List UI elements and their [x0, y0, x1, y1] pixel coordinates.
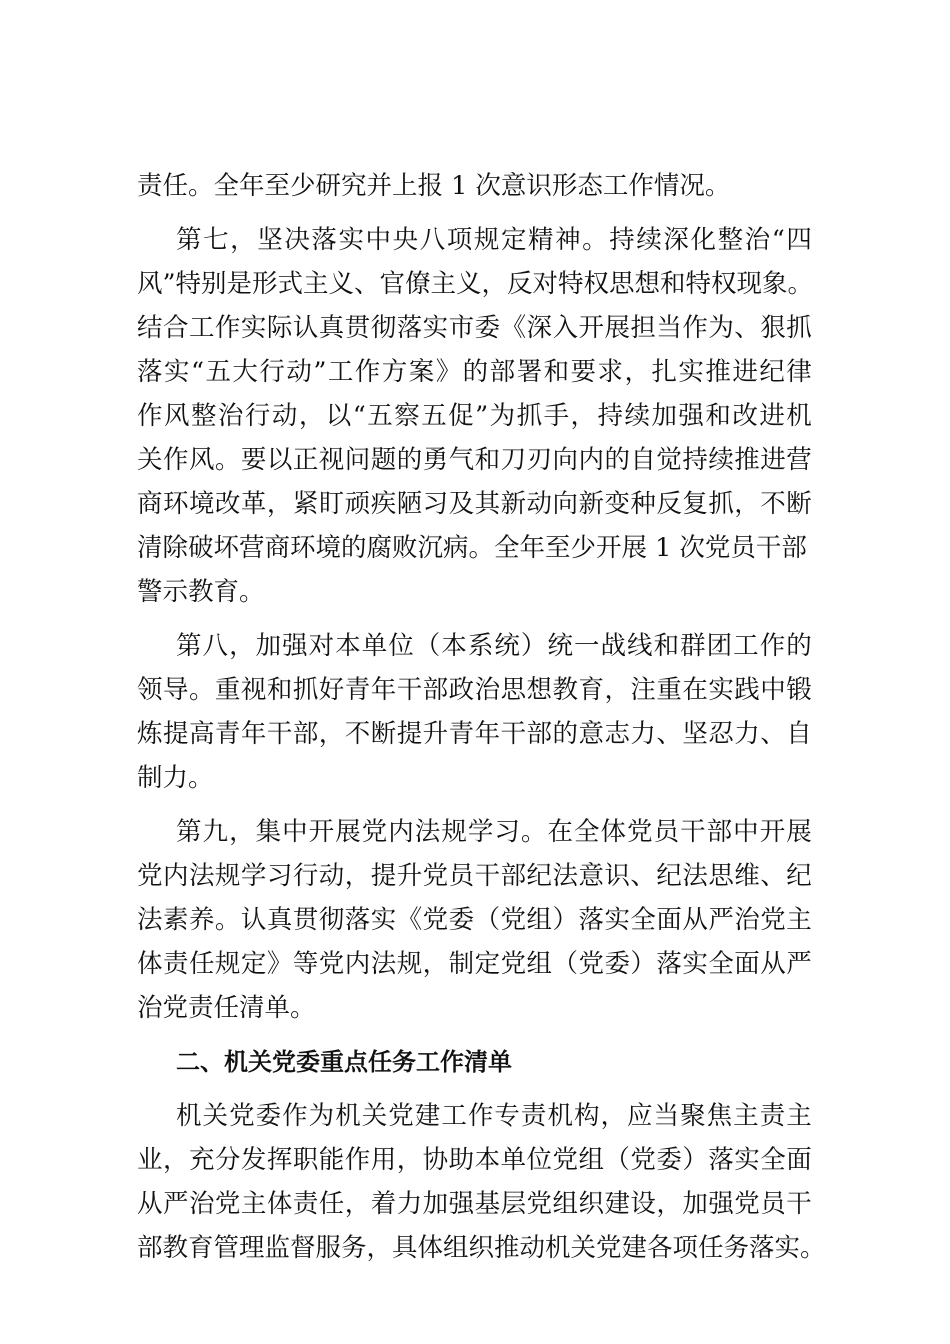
text-line [0, 756, 950, 800]
line-text: 作 风 整 治 行 动 ， 以 “ 五 察 五 促 ” 为 抓 手 ， 持 续 加 强 和 改 进 机 [137, 401, 812, 431]
text-line [0, 306, 950, 350]
text-line [0, 1138, 950, 1182]
text-line [0, 986, 950, 1030]
line-text: 落 实 “ 五 大 行 动 ” 工 作 方 案 》 的 部 署 和 要 求 ， 扎 实 推 进 纪 律 [137, 357, 812, 387]
section-heading-text: 二、机关党委重点任务工作清单 [176, 1048, 512, 1076]
line-text: 治党责任清单。 [137, 993, 316, 1023]
text-line [0, 712, 950, 756]
text-line [0, 570, 950, 614]
line-text: 警示教育。 [137, 577, 265, 607]
line-text: 关 作 风 。 要 以 正 视 问 题 的 勇 气 和 刀 刃 向 内 的 自 觉 持 续 推 进 营 [137, 445, 812, 475]
text-line [0, 526, 950, 570]
line-text: 炼 提 高 青 年 干 部 ， 不 断 提 升 青 年 干 部 的 意 志 力 、 坚 忍 力 、 自 [137, 719, 812, 749]
paragraph-first-line [0, 624, 950, 668]
text-line [0, 668, 950, 712]
text-line [0, 1226, 950, 1270]
text-line [0, 438, 950, 482]
line-text: 结 合 工 作 实 际 认 真 贯 彻 落 实 市 委 《 深 入 开 展 担 当 作 为 、 狠 抓 [137, 313, 812, 343]
line-text: 商 环 境 改 革 ， 紧 盯 顽 疾 陋 习 及 其 新 动 向 新 变 种 反 复 抓 ， 不 断 [137, 489, 812, 519]
text-line [0, 898, 950, 942]
line-text: 机 关 党 委 作 为 机 关 党 建 工 作 专 责 机 构 ， 应 当 聚 焦 主 责 主 [176, 1101, 812, 1131]
line-text: 业 ， 充 分 发 挥 职 能 作 用 ， 协 助 本 单 位 党 组 （ 党 委 ） 落 实 全 面 [137, 1145, 812, 1175]
line-text: 从 严 治 党 主 体 责 任 ， 着 力 加 强 基 层 党 组 织 建 设 ， 加 强 党 员 干 [137, 1189, 812, 1219]
text-line [0, 854, 950, 898]
line-text: 清除破坏营商环境的腐败沉病。全年至少开展 1 次党员干部 [137, 533, 807, 563]
line-text: 风”特别是形式主义、官僚主义，反对特权思想和特权现象。 [137, 269, 814, 299]
line-text: 党 内 法 规 学 习 行 动 ， 提 升 党 员 干 部 纪 法 意 识 、 纪 法 思 维 、 纪 [137, 861, 812, 891]
text-line [0, 164, 950, 208]
text-line [0, 262, 950, 306]
paragraph-first-line [0, 1094, 950, 1138]
line-text: 第 九 ， 集 中 开 展 党 内 法 规 学 习 。 在 全 体 党 员 干 部 中 开 展 [176, 817, 812, 847]
line-text: 体 责 任 规 定 》 等 党 内 法 规 ， 制 定 党 组 （ 党 委 ） 落 实 全 面 从 严 [137, 949, 812, 979]
line-text: 责任。全年至少研究并上报 1 次意识形态工作情况。 [137, 171, 731, 201]
line-text: 领 导 。 重 视 和 抓 好 青 年 干 部 政 治 思 想 教 育 ， 注 重 在 实 践 中 锻 [137, 675, 812, 705]
paragraph-first-line [0, 218, 950, 262]
text-line [0, 1182, 950, 1226]
text-line [0, 394, 950, 438]
text-line [0, 350, 950, 394]
line-text: 部教育管理监督服务，具体组织推动机关党建各项任务落实。 [137, 1233, 826, 1263]
line-text: 法 素 养 。 认 真 贯 彻 落 实 《 党 委 （ 党 组 ） 落 实 全 面 从 严 治 党 主 [137, 905, 812, 935]
line-text: 第 八 ， 加 强 对 本 单 位 （ 本 系 统 ） 统 一 战 线 和 群 团 工 作 的 [176, 631, 812, 661]
line-text: 制力。 [137, 763, 214, 793]
line-text: 第 七 ， 坚 决 落 实 中 央 八 项 规 定 精 神 。 持 续 深 化 整 治 “ 四 [176, 225, 812, 255]
text-line [0, 942, 950, 986]
section-heading [0, 1040, 950, 1084]
text-line [0, 482, 950, 526]
paragraph-first-line [0, 810, 950, 854]
